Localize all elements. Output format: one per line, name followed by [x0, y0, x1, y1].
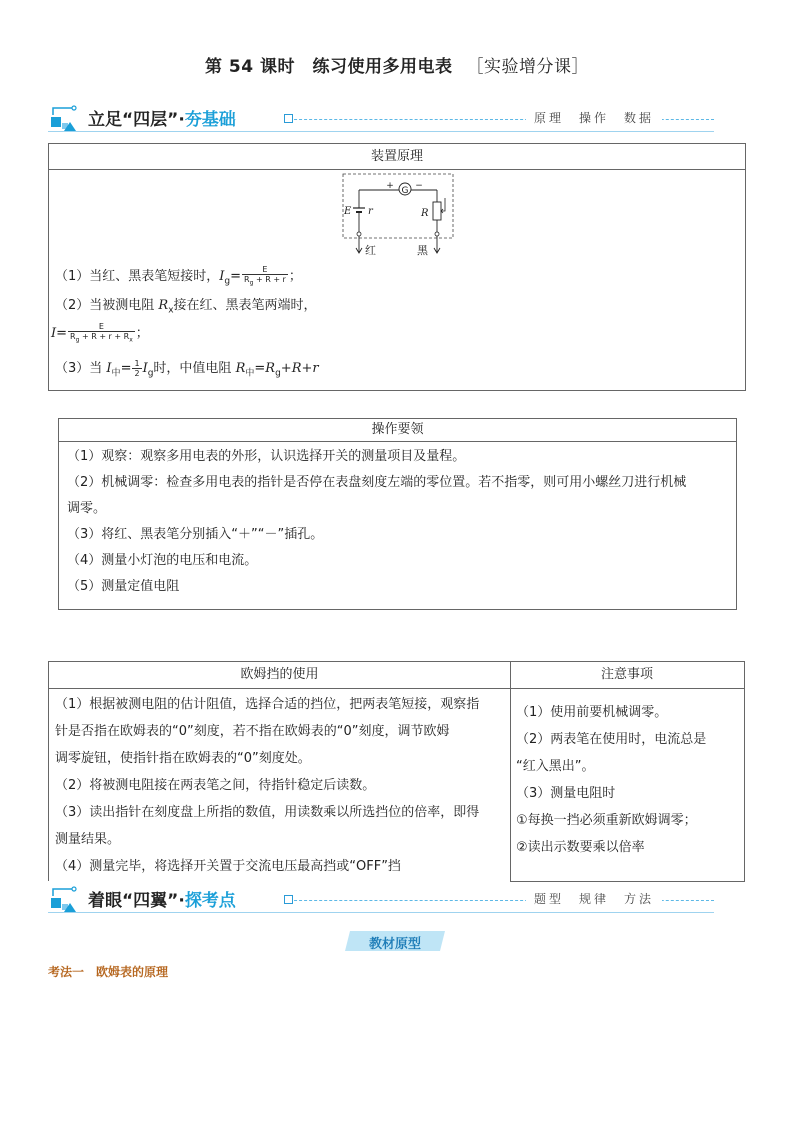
principle-line-3-eq: =: [56, 325, 68, 341]
notes-line: ②读出示数要乘以倍率: [516, 840, 645, 855]
fraction-denominator-sub: g: [249, 279, 254, 287]
principle-line-4-mid: 时，中值电阻: [153, 361, 236, 376]
banner-square-marker: [284, 114, 293, 123]
section-heading: [88, 105, 236, 130]
notes-line: （1）使用前要机械调零。: [516, 705, 668, 720]
fraction-numerator: E: [242, 265, 288, 275]
principle-line-2-sub: x: [168, 305, 174, 316]
banner-underline: [48, 131, 714, 132]
ohm-usage-line: （1）根据被测电阻的估计阻值，选择合适的挡位，把两表笔短接，观察指: [55, 697, 480, 712]
badge-text: 教材原型: [368, 937, 421, 952]
banner-underline: [48, 912, 714, 913]
principle-line-1: [55, 265, 302, 290]
notes-header: 注意事项: [510, 662, 744, 689]
principle-line-4-rest: +R+r: [280, 361, 319, 376]
fraction-denominator: [242, 275, 288, 288]
operation-list: [59, 442, 736, 600]
section-heading-accent: 夯基础: [184, 110, 236, 130]
principle-line-4-sub4: g: [275, 368, 281, 379]
fraction-denominator-var: R: [244, 275, 250, 284]
ohm-usage-column: [48, 661, 511, 881]
fraction-denominator: 2: [134, 369, 140, 378]
operation-item: （1）观察：观察多用电表的外形，认识选择开关的测量项目及量程。: [67, 449, 466, 464]
principle-line-4-var4: R: [265, 361, 276, 376]
section-heading-prefix: 着眼“四翼”·: [88, 891, 185, 911]
page-title-text: 第 54 课时 练习使用多用电表: [205, 57, 453, 77]
formula-fraction: [68, 322, 135, 345]
principle-line-1-eq: =: [230, 268, 242, 284]
ohm-usage-line: （3）读出指针在刻度盘上所指的数值，用读数乘以所选挡位的倍率，即得: [55, 805, 480, 820]
principle-line-1-prefix: （1）当红、黑表笔短接时，: [55, 268, 220, 284]
principle-line-4-prefix: （3）当: [55, 361, 107, 376]
resistor-label: R: [421, 208, 429, 219]
fraction-denominator-sub2: x: [129, 336, 133, 344]
ohm-usage-body: [49, 689, 510, 880]
ohm-usage-line: （4）测量完毕，将选择开关置于交流电压最高挡或“OFF”挡: [55, 859, 401, 874]
black-probe-label: 黑: [417, 244, 428, 256]
red-probe-label: 红: [365, 244, 376, 256]
page-title-tag: ［实验增分课］: [466, 57, 589, 77]
corner-ornament-icon: [48, 884, 78, 912]
operation-item: 调零。: [67, 501, 107, 516]
principle-line-2: [55, 297, 317, 320]
operation-item: （2）机械调零：检查多用电表的指针是否停在表盘刻度左端的零位置。若不指零，则可用小螺丝刀进行机械: [67, 475, 687, 490]
notes-body: [510, 689, 744, 861]
principle-line-2-text: （2）当被测电阻: [55, 298, 159, 313]
section-keywords: 原理 操作 数据: [526, 109, 662, 126]
ohmmeter-circuit-diagram: [341, 172, 457, 256]
section-heading-prefix: 立足“四层”·: [88, 110, 185, 130]
principle-line-4-var2: I: [142, 361, 148, 376]
principle-line-3-suffix: ；: [135, 325, 149, 341]
fraction-denominator: [68, 332, 135, 345]
principle-line-2-suffix: 接在红、黑表笔两端时，: [173, 298, 317, 313]
formula-fraction: [242, 265, 288, 288]
operation-table: [58, 418, 737, 610]
section-banner-foundation: [48, 101, 714, 131]
galvanometer-label: G: [401, 186, 409, 196]
ohm-usage-line: 针是否指在欧姆表的“0”刻度，若不指在欧姆表的“0”刻度，调节欧姆: [55, 724, 450, 739]
principle-line-3-var: I: [51, 325, 57, 341]
operation-item: （5）测量定值电阻: [67, 579, 180, 594]
ohm-usage-table: [48, 661, 745, 880]
textbook-prototype-badge: [345, 931, 445, 951]
principle-line-4-eq: =: [120, 361, 132, 376]
page-title: [0, 52, 794, 77]
fraction-denominator-var: R: [70, 332, 76, 341]
half-fraction: [132, 359, 141, 378]
emf-label: E: [344, 206, 352, 217]
notes-line: “红入黑出”。: [516, 759, 595, 774]
principle-line-4-sub2: g: [147, 368, 154, 379]
principle-line-4-eq2: =: [254, 361, 266, 376]
section-heading: [88, 886, 236, 911]
principle-line-4-var3: R: [235, 361, 246, 376]
fraction-denominator-rest: + R + r: [253, 275, 286, 284]
notes-line: ①每换一挡必须重新欧姆调零；: [516, 813, 697, 828]
galvanometer-minus-label: −: [415, 181, 423, 191]
operation-header: 操作要领: [59, 419, 736, 442]
principle-line-4: [55, 359, 319, 383]
corner-ornament-icon: [48, 103, 78, 131]
principle-line-1-suffix: ；: [288, 268, 302, 284]
notes-line: （3）测量电阻时: [516, 786, 616, 801]
section-banner-exam: [48, 882, 714, 912]
principle-table: [48, 143, 746, 391]
principle-line-4-sub: 中: [111, 368, 121, 379]
principle-line-1-sub: g: [224, 276, 231, 287]
notes-line: （2）两表笔在使用时，电流总是: [516, 732, 707, 747]
principle-line-4-var: I: [106, 361, 112, 376]
galvanometer-plus-label: +: [386, 181, 394, 191]
section-keywords: 题型 规律 方法: [526, 890, 662, 907]
section-heading-accent: 探考点: [184, 891, 236, 911]
ohm-usage-line: （2）将被测电阻接在两表笔之间，待指针稳定后读数。: [55, 778, 376, 793]
principle-line-4-sub3: 中: [245, 368, 255, 379]
fraction-numerator: E: [68, 322, 135, 332]
fraction-denominator-sub: g: [75, 336, 80, 344]
banner-square-marker: [284, 895, 293, 904]
principle-line-3: [51, 322, 149, 345]
principle-line-2-var: R: [158, 298, 169, 313]
fraction-denominator-rest: + R + r + R: [79, 332, 130, 341]
internal-resistance-label: r: [368, 206, 373, 217]
operation-item: （4）测量小灯泡的电压和电流。: [67, 553, 258, 568]
notes-column: [510, 661, 745, 882]
ohm-usage-header: 欧姆挡的使用: [49, 662, 510, 689]
fraction-numerator: 1: [134, 359, 140, 368]
ohm-usage-line: 调零旋钮，使指针指在欧姆表的“0”刻度处。: [55, 751, 311, 766]
operation-item: （3）将红、黑表笔分别插入“＋”“－”插孔。: [67, 527, 324, 542]
method-title: 考法一 欧姆表的原理: [48, 965, 169, 979]
principle-line-1-var: I: [219, 268, 225, 284]
ohm-usage-line: 测量结果。: [55, 832, 121, 847]
principle-header: 装置原理: [49, 144, 745, 170]
